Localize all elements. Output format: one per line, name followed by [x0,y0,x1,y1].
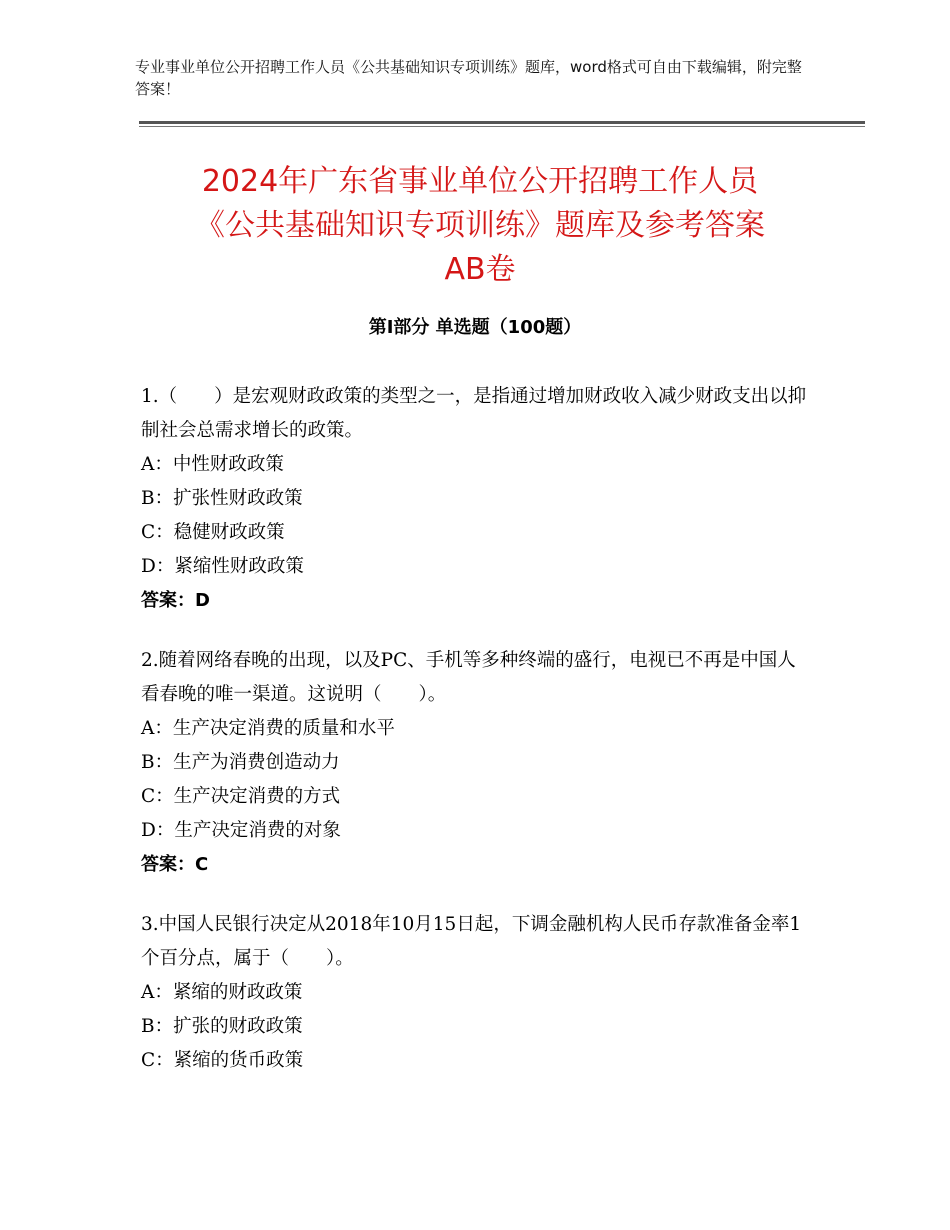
option-b: B：扩张的财政政策 [141,1016,303,1037]
answer: 答案：C [141,854,209,875]
question-2 [141,644,811,882]
option-b: B：扩张性财政政策 [141,488,303,509]
header-divider-thick [139,121,865,124]
title-line-2: 《公共基础知识专项训练》题库及参考答案 [195,208,765,243]
question-list [141,380,811,1104]
question-stem: 3.中国人民银行决定从2018年10月15日起，下调金融机构人民币存款准备金率1个百分点，属于（ ）。 [141,914,802,969]
option-c: C：稳健财政政策 [141,522,285,543]
title-line-3: AB卷 [444,252,516,287]
option-d: D：生产决定消费的对象 [141,820,341,841]
question-3 [141,908,811,1078]
option-c: C：生产决定消费的方式 [141,786,341,807]
section-heading: 第Ⅰ部分 单选题（100题） [368,317,582,338]
option-d: D：紧缩性财政政策 [141,556,304,577]
page-title [100,160,860,292]
header-divider-thin [139,126,865,127]
answer: 答案：D [141,590,210,611]
question-1 [141,380,811,618]
option-a: A：紧缩的财政政策 [141,982,303,1003]
option-b: B：生产为消费创造动力 [141,752,340,773]
title-line-1: 2024年广东省事业单位公开招聘工作人员 [201,164,759,199]
question-stem: 1.（ ）是宏观财政政策的类型之一，是指通过增加财政收入减少财政支出以抑制社会总需求增长的政策。 [141,386,807,441]
header-note: 专业事业单位公开招聘工作人员《公共基础知识专项训练》题库，word格式可自由下载编辑，附完整答案！ [135,58,802,98]
option-a: A：中性财政政策 [141,454,284,475]
option-c: C：紧缩的货币政策 [141,1050,304,1071]
option-a: A：生产决定消费的质量和水平 [141,718,395,739]
question-stem: 2.随着网络春晚的出现，以及PC、手机等多种终端的盛行，电视已不再是中国人看春晚的唯一渠道。这说明（ ）。 [141,650,796,705]
